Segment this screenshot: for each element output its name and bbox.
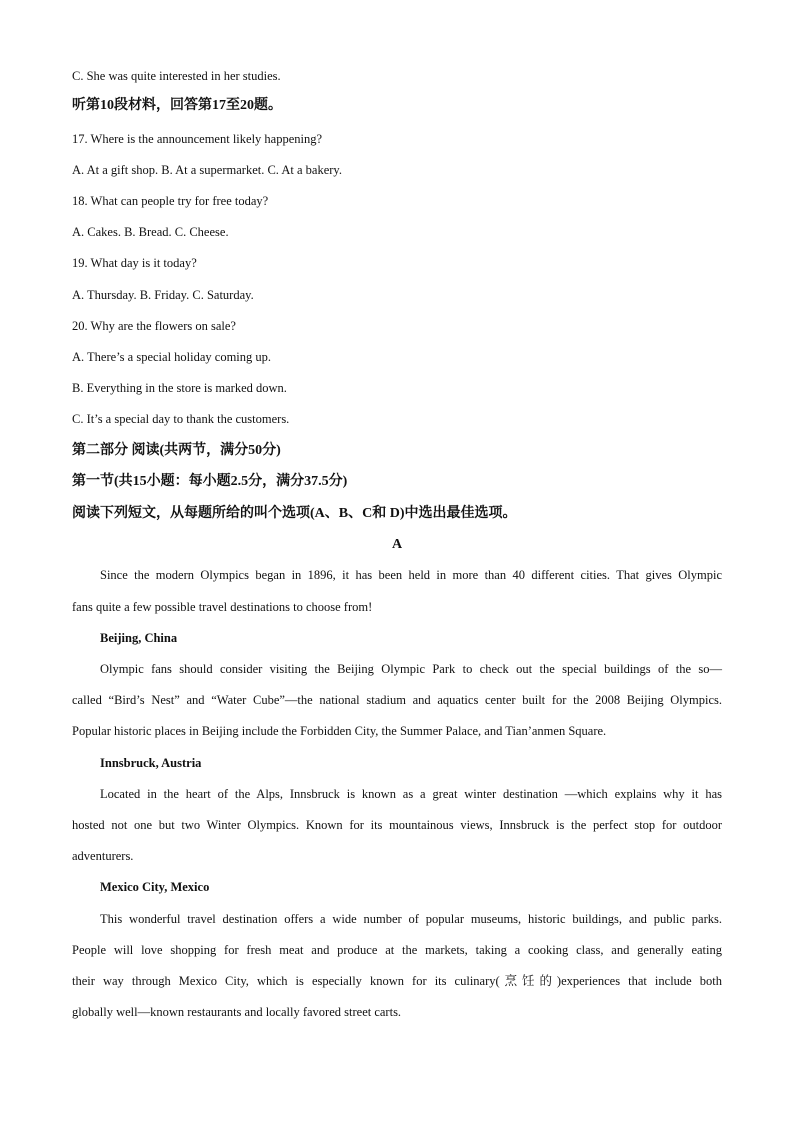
beijing-line-3: Popular historic places in Beijing include the Forbidden City, the Summer Palace, and Tian’anmen Square. <box>72 724 607 738</box>
question-17: 17. Where is the announcement likely happening? <box>72 132 323 146</box>
beijing-line-2: called “Bird’s Nest” and “Water Cube”—the national stadium and aquatics center built for the 2008 Beijing Olympics. <box>72 693 722 707</box>
innsbruck-line-3: adventurers. <box>72 849 134 863</box>
question-17-options: A. At a gift shop. B. At a supermarket. C. At a bakery. <box>72 163 342 177</box>
question-19-options: A. Thursday. B. Friday. C. Saturday. <box>72 288 254 302</box>
question-20-option-a: A. There’s a special holiday coming up. <box>72 350 272 364</box>
section-one-title: 第一节(共15小题：每小题2.5分，满分37.5分) <box>72 474 348 489</box>
mexico-line-4: globally well—known restaurants and locally favored street carts. <box>72 1005 402 1019</box>
intro-line-1: Since the modern Olympics began in 1896, it has been held in more than 40 different cities. That gives Olympic <box>100 568 722 582</box>
part-two-title: 第二部分 阅读(共两节，满分50分) <box>72 443 281 458</box>
city-heading-mexico: Mexico City, Mexico <box>100 880 210 894</box>
beijing-line-1: Olympic fans should consider visiting the Beijing Olympic Park to check out the special buildings of the so— <box>100 662 722 676</box>
question-18-options: A. Cakes. B. Bread. C. Cheese. <box>72 225 229 239</box>
question-20: 20. Why are the flowers on sale? <box>72 319 236 333</box>
passage-letter: A <box>391 537 403 552</box>
section-10-instruction: 听第10段材料，回答第17至20题。 <box>72 98 282 113</box>
reading-instruction: 阅读下列短文，从每题所给的叫个选项(A、B、C和 D)中选出最佳选项。 <box>72 506 517 521</box>
innsbruck-line-2: hosted not one but two Winter Olympics. Known for its mountainous views, Innsbruck is the perfect stop for outdoor <box>72 818 722 832</box>
question-19: 19. What day is it today? <box>72 256 197 270</box>
question-18: 18. What can people try for free today? <box>72 194 269 208</box>
innsbruck-line-1: Located in the heart of the Alps, Innsbruck is known as a great winter destination —which explains why it has <box>100 787 722 801</box>
mexico-line-2: People will love shopping for fresh meat and produce at the markets, taking a cooking class, and generally eating <box>72 943 722 957</box>
intro-line-2: fans quite a few possible travel destinations to choose from! <box>72 600 373 614</box>
q16-option-c: C. She was quite interested in her studies. <box>72 69 281 83</box>
city-heading-innsbruck: Innsbruck, Austria <box>100 756 202 770</box>
question-20-option-b: B. Everything in the store is marked down. <box>72 381 287 395</box>
question-20-option-c: C. It’s a special day to thank the customers. <box>72 412 290 426</box>
city-heading-beijing: Beijing, China <box>100 631 178 645</box>
mexico-line-3: their way through Mexico City, which is especially known for its culinary(烹饪的)experiences that include both <box>72 974 722 988</box>
mexico-line-1: This wonderful travel destination offers a wide number of popular museums, historic buildings, and public parks. <box>100 912 722 926</box>
